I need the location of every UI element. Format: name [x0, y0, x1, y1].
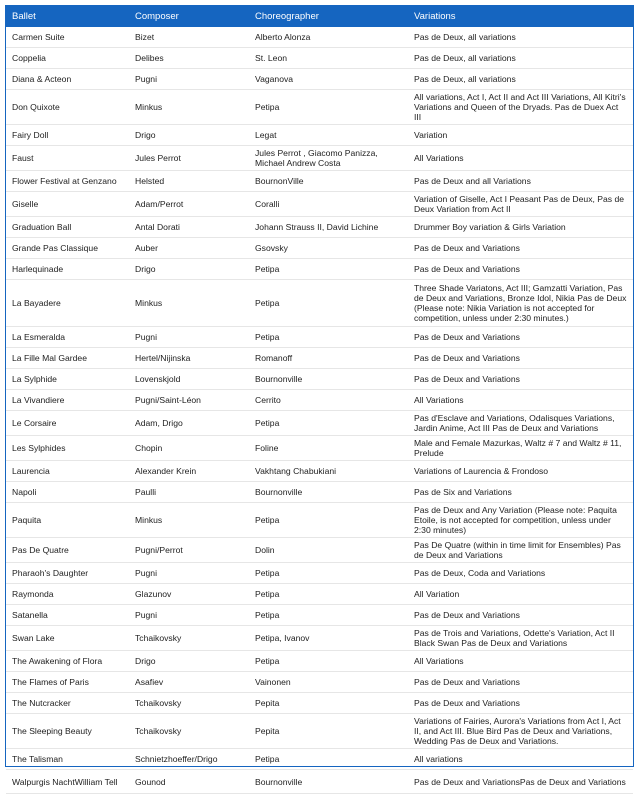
cell-variations: Pas de Deux and Variations	[408, 369, 633, 390]
cell-composer: Pugni/Perrot	[129, 538, 249, 563]
table-header	[6, 6, 633, 27]
cell-ballet: Pas De Quatre	[6, 538, 129, 563]
table-row	[6, 348, 633, 369]
table-row	[6, 770, 633, 794]
cell-composer: Tchaikovsky	[129, 626, 249, 651]
header-row	[6, 6, 633, 27]
table-row	[6, 171, 633, 192]
cell-composer: Helsted	[129, 171, 249, 192]
table-row	[6, 714, 633, 749]
cell-variations: Pas d'Esclave and Variations, Odalisques Variations, Jardin Anime, Act III Pas de Deux and Variations	[408, 411, 633, 436]
cell-choreographer: Gsovsky	[249, 238, 408, 259]
cell-variations: Pas de Deux, Coda and Variations	[408, 563, 633, 584]
cell-composer: Glazunov	[129, 584, 249, 605]
cell-ballet: Grande Pas Classique	[6, 238, 129, 259]
cell-composer: Lovenskjold	[129, 369, 249, 390]
cell-composer: Hertel/Nijinska	[129, 348, 249, 369]
cell-variations: Three Shade Variatons, Act III; Gamzatti Variation, Pas de Deux and Variations, Bronze Idol, Nikia Pas de Deux (Please note: Nikia Variation is not accepted for competition, unless under 2:30 minutes.)	[408, 280, 633, 327]
cell-ballet: Raymonda	[6, 584, 129, 605]
cell-variations: Pas de Deux and all Variations	[408, 171, 633, 192]
table-row	[6, 749, 633, 770]
cell-variations: Male and Female Mazurkas, Waltz # 7 and Waltz # 11, Prelude	[408, 436, 633, 461]
ballet-variations-table-container	[5, 5, 634, 787]
cell-ballet: The Nutcracker	[6, 693, 129, 714]
table-row	[6, 48, 633, 69]
cell-variations: All variations	[408, 749, 633, 770]
cell-ballet: Satanella	[6, 605, 129, 626]
cell-choreographer: Bournonville	[249, 482, 408, 503]
cell-choreographer: Petipa	[249, 280, 408, 327]
cell-composer: Minkus	[129, 90, 249, 125]
table-row	[6, 192, 633, 217]
cell-composer: Pugni	[129, 605, 249, 626]
cell-choreographer: Petipa	[249, 503, 408, 538]
cell-ballet: La Bayadere	[6, 280, 129, 327]
table-row	[6, 238, 633, 259]
cell-choreographer: Petipa	[249, 259, 408, 280]
table-row	[6, 217, 633, 238]
column-header-ballet: Ballet	[6, 6, 129, 27]
cell-choreographer: Petipa	[249, 584, 408, 605]
cell-variations: Pas de Deux, all variations	[408, 27, 633, 48]
cell-ballet: Don Quixote	[6, 90, 129, 125]
cell-ballet: Les Sylphides	[6, 436, 129, 461]
cell-choreographer: BournonVille	[249, 171, 408, 192]
cell-ballet: Harlequinade	[6, 259, 129, 280]
cell-variations: Pas de Deux and Variations	[408, 693, 633, 714]
cell-ballet: Coppelia	[6, 48, 129, 69]
cell-variations: Pas de Deux and Variations	[408, 672, 633, 693]
cell-composer: Bizet	[129, 27, 249, 48]
cell-composer: Gounod	[129, 770, 249, 794]
cell-composer: Antal Dorati	[129, 217, 249, 238]
cell-choreographer: Petipa	[249, 90, 408, 125]
cell-composer: Tchaikovsky	[129, 714, 249, 749]
cell-composer: Pugni	[129, 69, 249, 90]
table-row	[6, 390, 633, 411]
table-row	[6, 280, 633, 327]
ballet-variations-table	[6, 6, 633, 794]
cell-composer: Minkus	[129, 280, 249, 327]
column-header-composer: Composer	[129, 6, 249, 27]
cell-variations: All Variation	[408, 584, 633, 605]
cell-ballet: Walpurgis NachtWilliam Tell	[6, 770, 129, 794]
table-row	[6, 651, 633, 672]
cell-composer: Pugni	[129, 563, 249, 584]
cell-variations: Pas de Trois and Variations, Odette's Variation, Act II Black Swan Pas de Deux and Variations	[408, 626, 633, 651]
cell-choreographer: Dolin	[249, 538, 408, 563]
table-row	[6, 482, 633, 503]
cell-variations: Drummer Boy variation & Girls Variation	[408, 217, 633, 238]
cell-ballet: Paquita	[6, 503, 129, 538]
cell-composer: Schnietzhoeffer/Drigo	[129, 749, 249, 770]
cell-choreographer: St. Leon	[249, 48, 408, 69]
cell-choreographer: Vaganova	[249, 69, 408, 90]
cell-ballet: Faust	[6, 146, 129, 171]
cell-variations: Variation	[408, 125, 633, 146]
cell-composer: Delibes	[129, 48, 249, 69]
cell-ballet: La Fille Mal Gardee	[6, 348, 129, 369]
cell-variations: Pas De Quatre (within in time limit for Ensembles) Pas de Deux and Variations	[408, 538, 633, 563]
cell-choreographer: Alberto Alonza	[249, 27, 408, 48]
cell-composer: Adam/Perrot	[129, 192, 249, 217]
cell-ballet: Flower Festival at Genzano	[6, 171, 129, 192]
table-row	[6, 693, 633, 714]
cell-variations: All Variations	[408, 146, 633, 171]
table-row	[6, 69, 633, 90]
cell-choreographer: Legat	[249, 125, 408, 146]
cell-choreographer: Bournonville	[249, 770, 408, 794]
table-row	[6, 461, 633, 482]
table-row	[6, 259, 633, 280]
cell-variations: Variations of Laurencia & Frondoso	[408, 461, 633, 482]
cell-choreographer: Jules Perrot , Giacomo Panizza, Michael Andrew Costa	[249, 146, 408, 171]
cell-composer: Asafiev	[129, 672, 249, 693]
cell-ballet: La Vivandiere	[6, 390, 129, 411]
cell-variations: All variations, Act I, Act II and Act III Variations, All Kitri's Variations and Queen of the Dryads. Pas de Duex Act III	[408, 90, 633, 125]
cell-choreographer: Vakhtang Chabukiani	[249, 461, 408, 482]
column-header-choreographer: Choreographer	[249, 6, 408, 27]
cell-composer: Auber	[129, 238, 249, 259]
table-row	[6, 411, 633, 436]
cell-choreographer: Vainonen	[249, 672, 408, 693]
cell-choreographer: Petipa	[249, 749, 408, 770]
table-row	[6, 27, 633, 48]
cell-choreographer: Romanoff	[249, 348, 408, 369]
cell-composer: Jules Perrot	[129, 146, 249, 171]
cell-ballet: Giselle	[6, 192, 129, 217]
table-row	[6, 125, 633, 146]
cell-composer: Paulli	[129, 482, 249, 503]
cell-variations: All Variations	[408, 651, 633, 672]
cell-choreographer: Bournonville	[249, 369, 408, 390]
cell-choreographer: Petipa	[249, 651, 408, 672]
cell-variations: Pas de Deux and Variations	[408, 605, 633, 626]
cell-choreographer: Petipa	[249, 563, 408, 584]
cell-ballet: The Awakening of Flora	[6, 651, 129, 672]
cell-choreographer: Petipa	[249, 605, 408, 626]
table-row	[6, 90, 633, 125]
cell-variations: Pas de Deux and Any Variation (Please note: Paquita Etoile, is not accepted for competition, unless under 2:30 minutes)	[408, 503, 633, 538]
table-row	[6, 369, 633, 390]
cell-variations: Pas de Deux, all variations	[408, 48, 633, 69]
cell-ballet: Swan Lake	[6, 626, 129, 651]
cell-ballet: Diana & Acteon	[6, 69, 129, 90]
table-row	[6, 436, 633, 461]
cell-choreographer: Pepita	[249, 693, 408, 714]
cell-variations: Variation of Giselle, Act I Peasant Pas de Deux, Pas de Deux Variation from Act II	[408, 192, 633, 217]
table-row	[6, 626, 633, 651]
table-row	[6, 503, 633, 538]
cell-ballet: Napoli	[6, 482, 129, 503]
table-row	[6, 584, 633, 605]
cell-variations: Pas de Deux and Variations	[408, 327, 633, 348]
cell-choreographer: Johann Strauss II, David Lichine	[249, 217, 408, 238]
cell-variations: Pas de Six and Variations	[408, 482, 633, 503]
cell-choreographer: Cerrito	[249, 390, 408, 411]
cell-ballet: Carmen Suite	[6, 27, 129, 48]
cell-composer: Pugni/Saint-Léon	[129, 390, 249, 411]
cell-ballet: Laurencia	[6, 461, 129, 482]
cell-composer: Minkus	[129, 503, 249, 538]
cell-choreographer: Foline	[249, 436, 408, 461]
cell-variations: Pas de Deux and VariationsPas de Deux and Variations	[408, 770, 633, 794]
column-header-variations: Variations	[408, 6, 633, 27]
cell-variations: Pas de Deux, all variations	[408, 69, 633, 90]
cell-ballet: Le Corsaire	[6, 411, 129, 436]
table-row	[6, 605, 633, 626]
cell-choreographer: Pepita	[249, 714, 408, 749]
cell-ballet: Graduation Ball	[6, 217, 129, 238]
table-body	[6, 27, 633, 794]
table-row	[6, 327, 633, 348]
cell-composer: Chopin	[129, 436, 249, 461]
cell-ballet: The Sleeping Beauty	[6, 714, 129, 749]
cell-composer: Alexander Krein	[129, 461, 249, 482]
cell-composer: Drigo	[129, 125, 249, 146]
cell-variations: All Variations	[408, 390, 633, 411]
table-row	[6, 538, 633, 563]
cell-ballet: La Sylphide	[6, 369, 129, 390]
cell-ballet: Fairy Doll	[6, 125, 129, 146]
cell-ballet: Pharaoh's Daughter	[6, 563, 129, 584]
table-row	[6, 563, 633, 584]
cell-ballet: The Talisman	[6, 749, 129, 770]
cell-choreographer: Petipa	[249, 411, 408, 436]
cell-composer: Pugni	[129, 327, 249, 348]
cell-variations: Pas de Deux and Variations	[408, 348, 633, 369]
cell-ballet: The Flames of Paris	[6, 672, 129, 693]
cell-variations: Pas de Deux and Variations	[408, 259, 633, 280]
cell-variations: Pas de Deux and Variations	[408, 238, 633, 259]
cell-choreographer: Coralli	[249, 192, 408, 217]
cell-ballet: La Esmeralda	[6, 327, 129, 348]
cell-variations: Variations of Fairies, Aurora's Variations from Act I, Act II, and Act III. Blue Bird Pas de Deux and Variations, Wedding Pas de Deux and Variations.	[408, 714, 633, 749]
cell-composer: Drigo	[129, 651, 249, 672]
table-row	[6, 146, 633, 171]
cell-composer: Adam, Drigo	[129, 411, 249, 436]
cell-choreographer: Petipa	[249, 327, 408, 348]
cell-choreographer: Petipa, Ivanov	[249, 626, 408, 651]
cell-composer: Tchaikovsky	[129, 693, 249, 714]
table-row	[6, 672, 633, 693]
cell-composer: Drigo	[129, 259, 249, 280]
